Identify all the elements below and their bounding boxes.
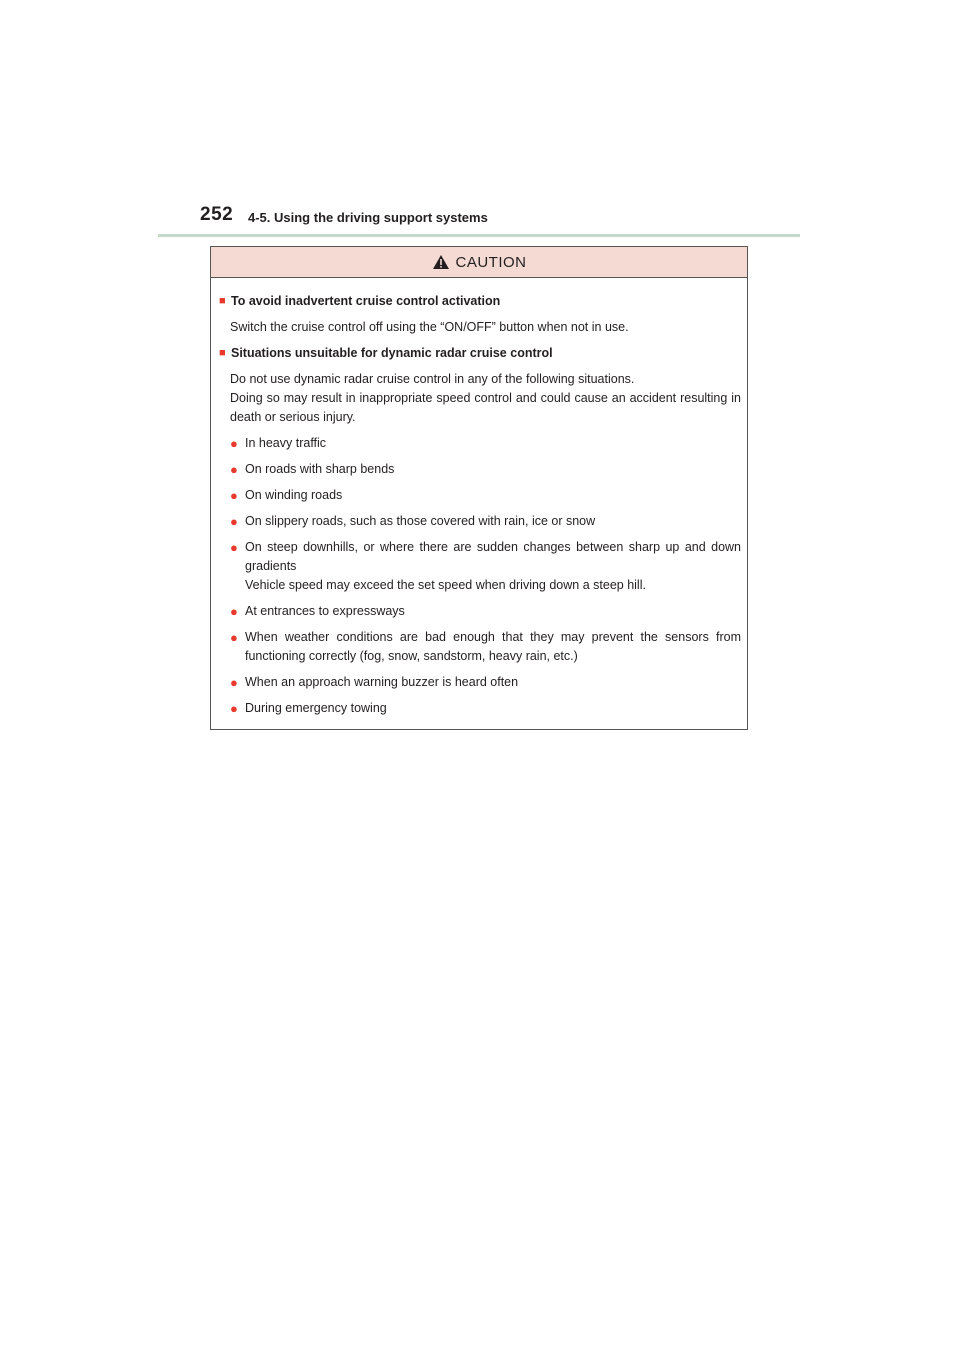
- list-item: [230, 434, 741, 453]
- bullet-dot-icon: ●: [230, 488, 238, 503]
- warning-triangle-icon: [432, 254, 450, 270]
- list-item: [230, 538, 741, 595]
- section-text: Switch the cruise control off using the “ON/OFF” button when not in use.: [230, 320, 629, 334]
- list-item: [230, 602, 741, 621]
- square-bullet-icon: ■: [219, 347, 226, 359]
- list-item-text: In heavy traffic: [245, 436, 327, 450]
- bullet-dot-icon: ●: [230, 630, 238, 645]
- section-text-line: Doing so may result in inappropriate speed control and could cause an accident resulting in death or serious injury.: [230, 391, 741, 424]
- list-item-text: When weather conditions are bad enough that they may prevent the sensors from functioning correctly (fog, snow, sandstorm, heavy rain, etc.): [245, 630, 741, 663]
- section-title: 4-5. Using the driving support systems: [248, 210, 488, 225]
- list-item-text: When an approach warning buzzer is heard often: [245, 675, 519, 689]
- list-item-text: During emergency towing: [245, 701, 387, 715]
- caution-header: [211, 247, 747, 278]
- list-item-text: On winding roads: [245, 488, 343, 502]
- bullet-dot-icon: ●: [230, 540, 238, 555]
- caution-body: [211, 278, 747, 718]
- caution-box: [210, 246, 748, 730]
- list-item-note: Vehicle speed may exceed the set speed when driving down a steep hill.: [245, 578, 646, 592]
- page-header: [158, 204, 800, 237]
- list-item-text: On steep downhills, or where there are sudden changes between sharp up and down gradients: [245, 540, 741, 573]
- bullet-dot-icon: ●: [230, 514, 238, 529]
- bullet-dot-icon: ●: [230, 436, 238, 451]
- section-text: [230, 370, 741, 427]
- heading-text: Situations unsuitable for dynamic radar cruise control: [231, 346, 553, 360]
- caution-label: CAUTION: [455, 253, 527, 271]
- list-item: [230, 512, 741, 531]
- list-item: [230, 486, 741, 505]
- section-heading: [219, 292, 741, 311]
- bullet-dot-icon: ●: [230, 462, 238, 477]
- list-item-text: On roads with sharp bends: [245, 462, 395, 476]
- bullet-dot-icon: ●: [230, 604, 238, 619]
- bullet-dot-icon: ●: [230, 675, 238, 690]
- list-item-text: At entrances to expressways: [245, 604, 405, 618]
- square-bullet-icon: ■: [219, 295, 226, 307]
- list-item: [230, 673, 741, 692]
- section-heading: [219, 344, 741, 363]
- list-item-text: On slippery roads, such as those covered with rain, ice or snow: [245, 514, 596, 528]
- list-item: [230, 699, 741, 718]
- heading-text: To avoid inadvertent cruise control activation: [231, 294, 501, 308]
- page-number: 252: [200, 204, 234, 225]
- bullet-dot-icon: ●: [230, 701, 238, 716]
- section-text-line: Do not use dynamic radar cruise control in any of the following situations.: [230, 372, 635, 386]
- list-item: [230, 628, 741, 666]
- list-item: [230, 460, 741, 479]
